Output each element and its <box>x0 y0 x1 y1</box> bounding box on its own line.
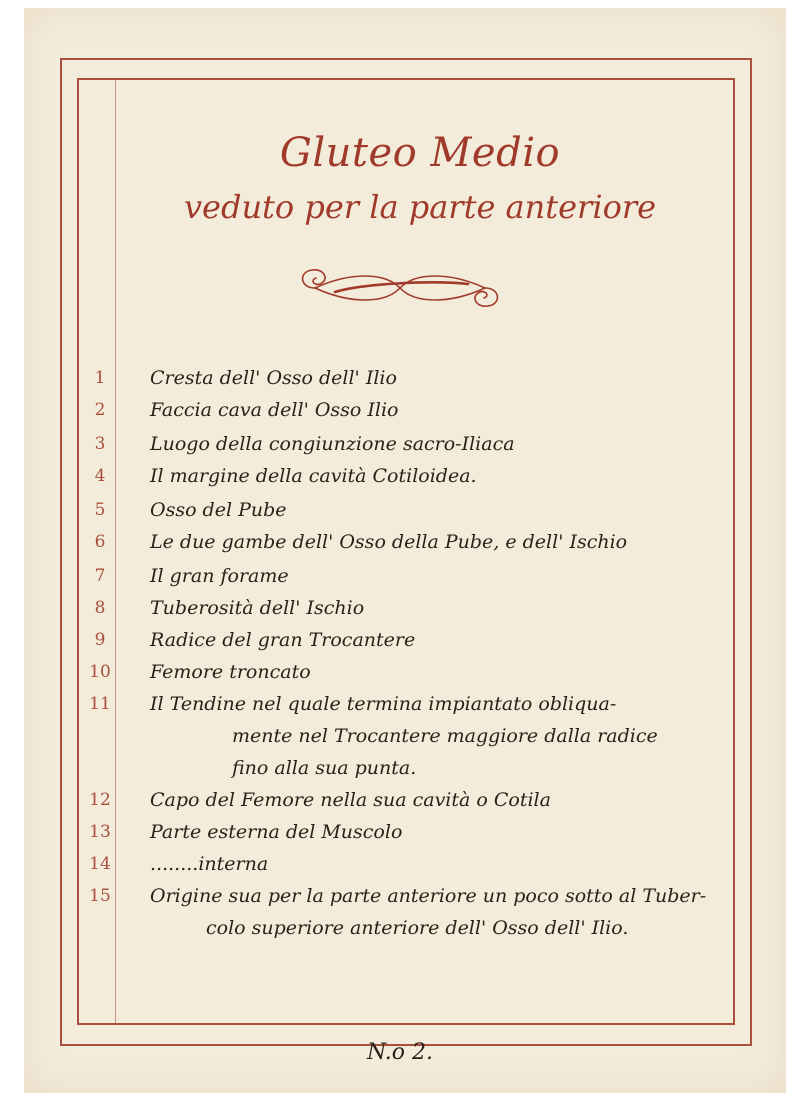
item-number: 12 <box>89 790 111 810</box>
item-text: Tuberosità dell' Ischio <box>150 597 365 619</box>
item-number: 13 <box>89 822 111 842</box>
item-number: 11 <box>89 694 111 714</box>
item-text: Femore troncato <box>150 661 311 683</box>
document-title: Gluteo Medio <box>279 130 561 176</box>
item-number: 14 <box>89 854 111 874</box>
item-text: Radice del gran Trocantere <box>150 629 416 651</box>
item-text: Luogo della congiunzione sacro-Iliaca <box>150 433 515 455</box>
item-text-continuation: mente nel Trocantere maggiore dalla radice <box>232 725 658 747</box>
item-text-continuation: fino alla sua punta. <box>232 757 417 779</box>
item-number: 5 <box>94 500 106 520</box>
item-number: 15 <box>89 886 111 906</box>
item-number: 10 <box>89 662 111 682</box>
item-number: 8 <box>94 598 106 618</box>
item-text: Capo del Femore nella sua cavità o Cotila <box>150 789 551 811</box>
item-text: Parte esterna del Muscolo <box>150 821 403 843</box>
item-text: Il Tendine nel quale termina impiantato obliqua- <box>150 693 617 715</box>
item-number: 3 <box>94 434 106 454</box>
item-number: 1 <box>94 368 106 388</box>
item-text: Origine sua per la parte anteriore un poco sotto al Tuber- <box>150 885 707 907</box>
page-number: N.o 2. <box>366 1040 434 1065</box>
item-number: 7 <box>94 566 106 586</box>
item-text: Osso del Pube <box>150 499 287 521</box>
item-number: 6 <box>94 532 106 552</box>
item-text: Faccia cava dell' Osso Ilio <box>150 399 399 421</box>
item-number: 4 <box>94 466 106 486</box>
item-text: Le due gambe dell' Osso della Pube, e dell' Ischio <box>150 531 628 553</box>
item-text: Cresta dell' Osso dell' Ilio <box>150 367 397 389</box>
document-subtitle: veduto per la parte anteriore <box>183 188 657 226</box>
item-text: ........interna <box>150 853 269 875</box>
item-number: 2 <box>94 400 106 420</box>
item-text-continuation: colo superiore anteriore dell' Osso dell' Ilio. <box>206 917 629 939</box>
item-number: 9 <box>94 630 106 650</box>
item-text: Il margine della cavità Cotiloidea. <box>150 465 477 487</box>
item-text: Il gran forame <box>150 565 289 587</box>
